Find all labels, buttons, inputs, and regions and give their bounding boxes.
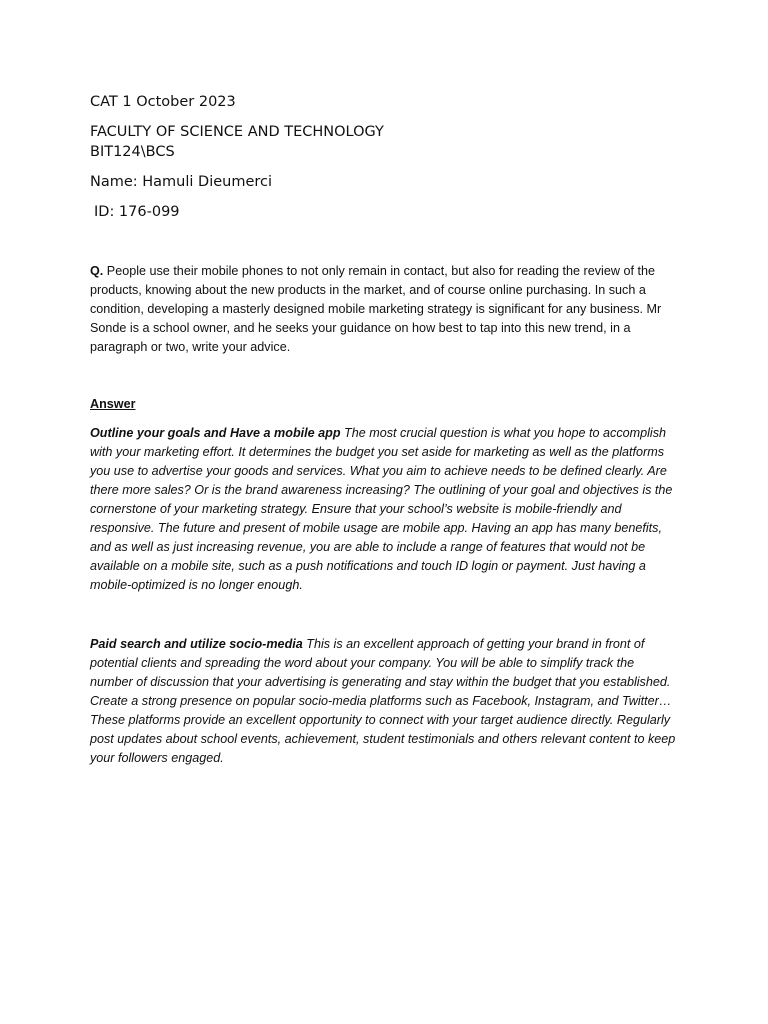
student-id: ID: 176-099 <box>94 204 180 220</box>
course-code: BIT124\BCS <box>90 144 175 160</box>
exam-title: CAT 1 October 2023 <box>90 94 236 110</box>
question-paragraph <box>90 262 680 357</box>
paragraph-text: The most crucial question is what you hope to accomplish with your marketing effort. It determines the budget you set aside for marketing as well as the platforms you use to advertise your goods and services. What you aim to achieve needs to be defined clearly. Are there more sales? Or is the brand awareness increasing? The outlining of your goal and objectives is the cornerstone of your marketing strategy. Ensure that your school’s website is mobile-friendly and responsive. The future and present of mobile usage are mobile app. Having an app has many benefits, and as well as just increasing revenue, you are able to include a range of features that would not be available on a mobile site, such as a push notifications and touch ID login or payment. Just having a mobile-optimized is no longer enough. <box>90 426 673 592</box>
student-name: Name: Hamuli Dieumerci <box>90 174 273 190</box>
answer-paragraph-paid-search <box>90 635 680 768</box>
paragraph-text: This is an excellent approach of getting your brand in front of potential clients and spreading the word about your company. You will be able to simplify track the number of discussion that your advertising is generating and stay within the budget that you established. Create a strong presence on popular socio-media platforms such as Facebook, Instagram, and Twitter… These platforms provide an excellent opportunity to connect with your target audience directly. Regularly post updates about school events, achievement, student testimonials and others relevant content to keep your followers engaged. <box>90 637 676 765</box>
faculty-name: FACULTY OF SCIENCE AND TECHNOLOGY <box>90 124 384 140</box>
answer-paragraph-goals <box>90 424 680 595</box>
question-label: Q. <box>90 264 104 278</box>
question-text: People use their mobile phones to not only remain in contact, but also for reading the review of the products, knowing about the new products in the market, and of course online purchasing. In such a condition, developing a masterly designed mobile marketing strategy is significant for any business. Mr Sonde is a school owner, and he seeks your guidance on how best to tap into this new trend, in a paragraph or two, write your advice. <box>90 264 662 354</box>
paragraph-title: Outline your goals and Have a mobile app <box>90 426 341 440</box>
document-page <box>90 92 680 768</box>
answer-heading: Answer <box>90 397 136 411</box>
paragraph-title: Paid search and utilize socio-media <box>90 637 303 651</box>
